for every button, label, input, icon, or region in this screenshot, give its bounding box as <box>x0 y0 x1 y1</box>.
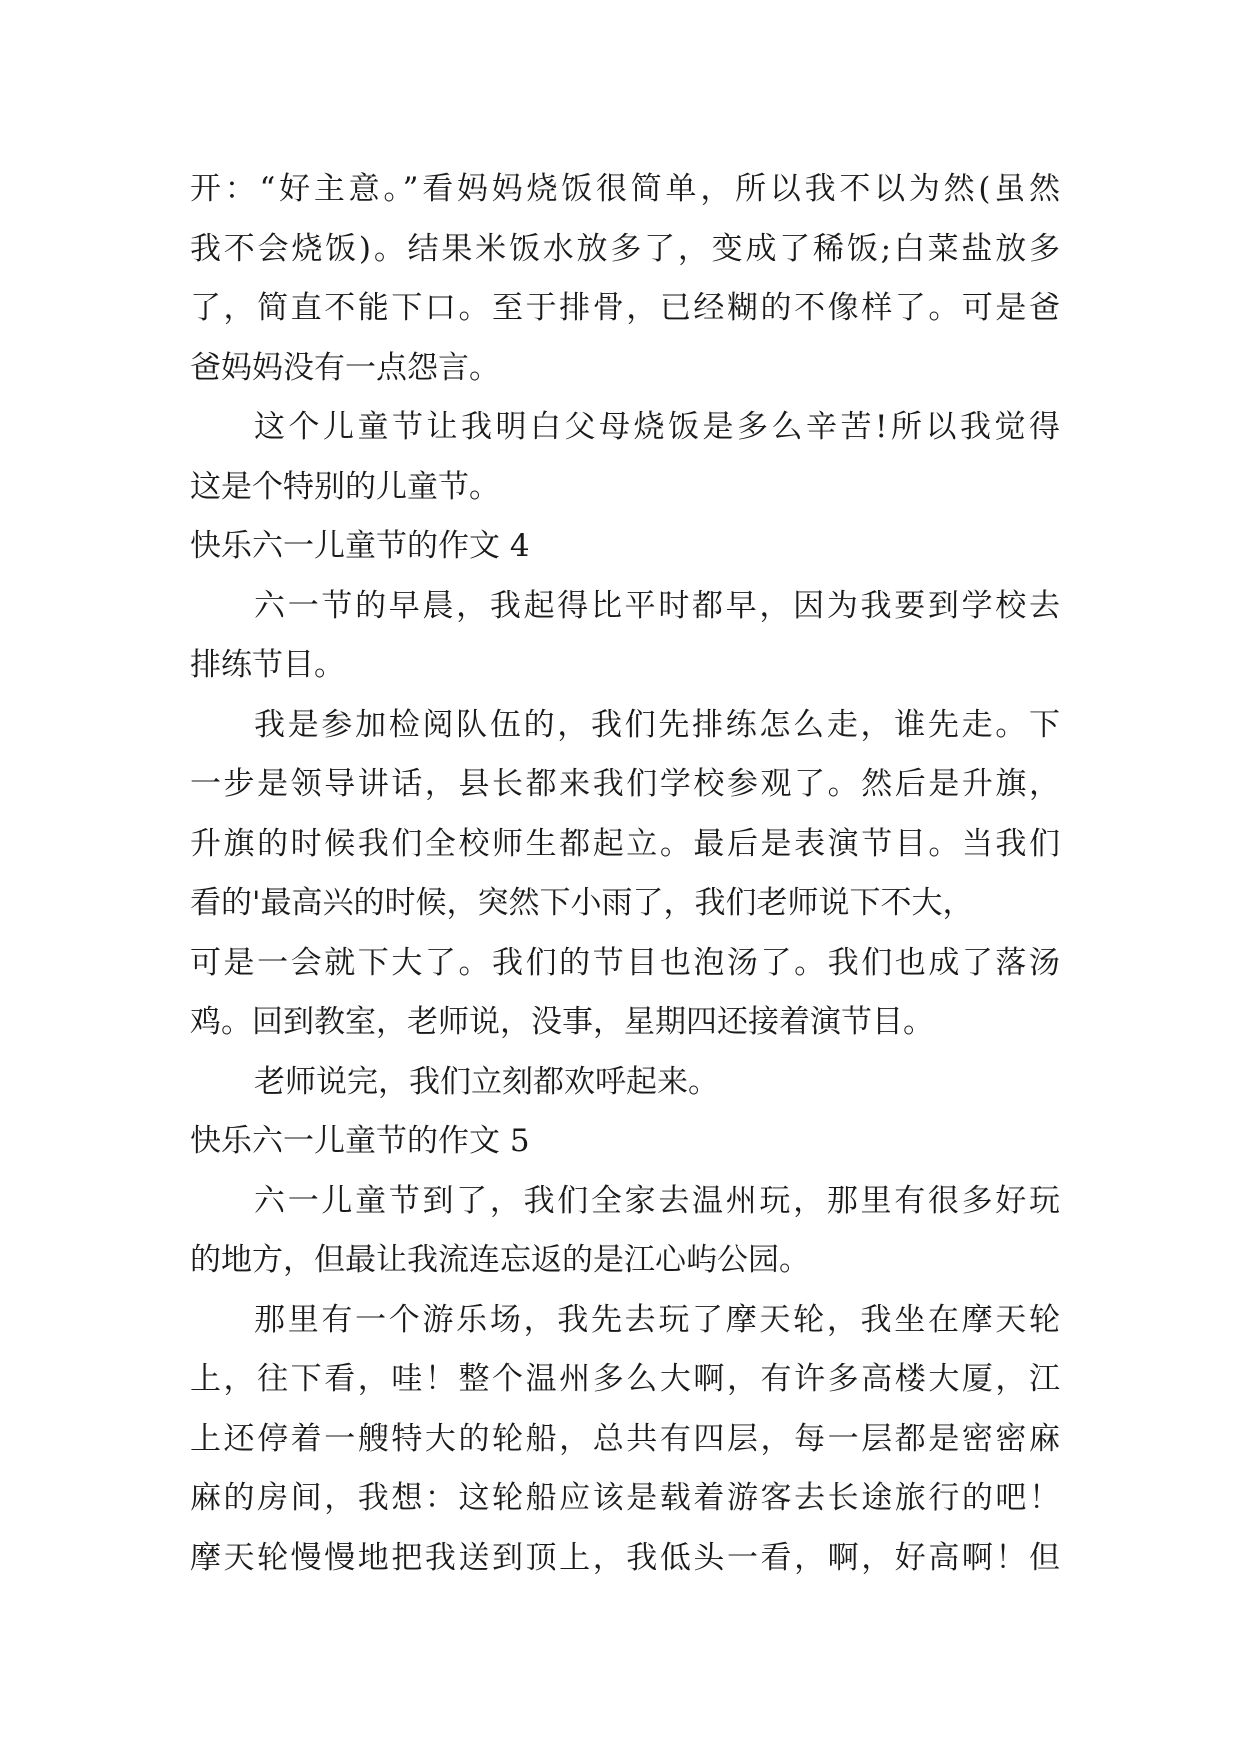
text-line: 可是一会就下大了。我们的节目也泡汤了。我们也成了落汤 <box>190 944 1060 981</box>
text-line: 六一儿童节到了，我们全家去温州玩，那里有很多好玩 <box>254 1182 1060 1219</box>
text-line: 排练节目。 <box>190 647 345 683</box>
text-line: 爸妈妈没有一点怨言。 <box>190 349 500 386</box>
section-heading: 快乐六一儿童节的作文 4 <box>190 528 530 564</box>
text-line: 这个儿童节让我明白父母烧饭是多么辛苦!所以我觉得 <box>254 409 1060 445</box>
text-line: 鸡。回到教室，老师说，没事，星期四还接着演节目。 <box>190 1004 934 1040</box>
text-line: 这是个特别的儿童节。 <box>190 468 500 505</box>
text-line: 上还停着一艘特大的轮船，总共有四层，每一层都是密密麻 <box>190 1420 1060 1457</box>
text-line: 我是参加检阅队伍的，我们先排练怎么走，谁先走。下 <box>254 706 1060 743</box>
text-line: 升旗的时候我们全校师生都起立。最后是表演节目。当我们 <box>190 825 1060 862</box>
text-line: 看的'最高兴的时候，突然下小雨了，我们老师说下不大， <box>190 885 974 921</box>
text-line: 我不会烧饭)。结果米饭水放多了，变成了稀饭;白菜盐放多 <box>190 230 1060 267</box>
text-line: 了，简直不能下口。至于排骨，已经糊的不像样了。可是爸 <box>190 290 1060 326</box>
text-line: 一步是领导讲话，县长都来我们学校参观了。然后是升旗， <box>190 766 1060 802</box>
text-line: 那里有一个游乐场，我先去玩了摩天轮，我坐在摩天轮 <box>254 1301 1060 1338</box>
document-page <box>190 160 1060 1588</box>
text-line: 上，往下看，哇！整个温州多么大啊，有许多高楼大厦，江 <box>190 1361 1060 1397</box>
section-heading: 快乐六一儿童节的作文 5 <box>190 1123 530 1159</box>
text-line: 开：“好主意。”看妈妈烧饭很简单，所以我不以为然(虽然 <box>190 171 1060 207</box>
text-line: 六一节的早晨，我起得比平时都早，因为我要到学校去 <box>254 587 1060 624</box>
text-line: 老师说完，我们立刻都欢呼起来。 <box>254 1063 719 1100</box>
text-line: 的地方，但最让我流连忘返的是江心屿公园。 <box>190 1242 810 1278</box>
text-line: 麻的房间，我想：这轮船应该是载着游客去长途旅行的吧！ <box>190 1480 1060 1516</box>
text-line: 摩天轮慢慢地把我送到顶上，我低头一看，啊，好高啊！但 <box>190 1539 1060 1576</box>
